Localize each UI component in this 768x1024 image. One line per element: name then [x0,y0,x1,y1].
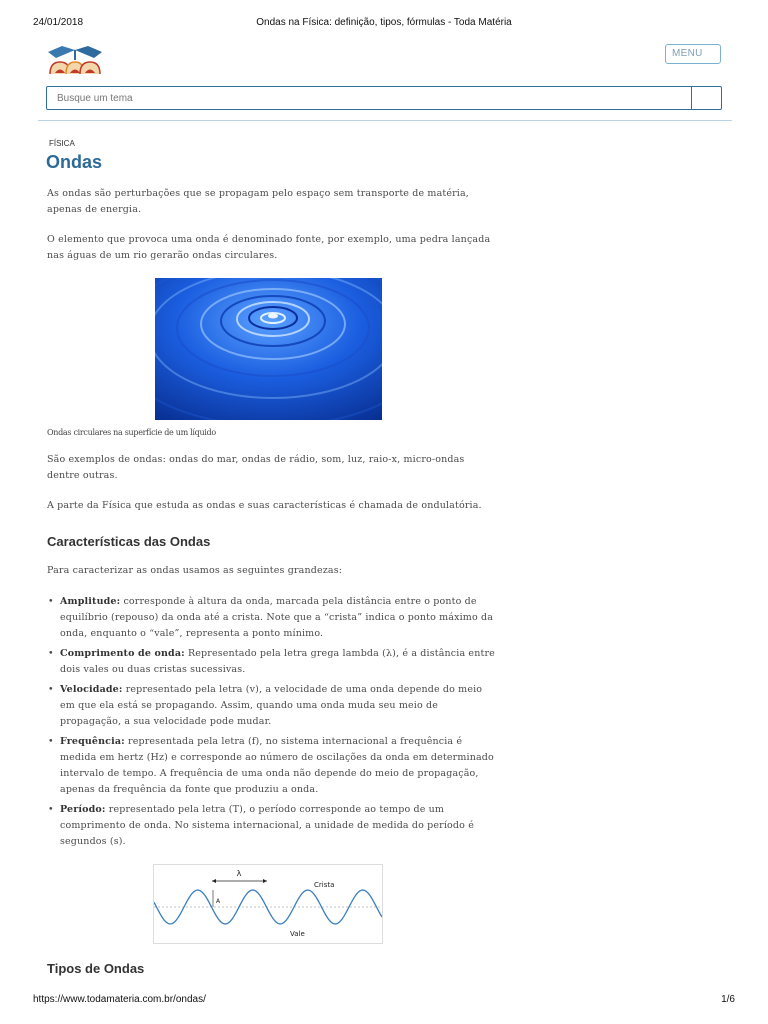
header-divider [38,120,732,121]
wave-properties-list [47,594,497,854]
logo-book-icon [46,44,104,76]
print-header [0,17,768,31]
section-heading-characteristics: Características das Ondas [47,534,211,549]
site-logo[interactable] [46,44,104,76]
property-text: Representado pela letra grega lambda (λ), é a distância entre dois vales ou duas cristas sucessivas. [60,648,495,675]
list-item: • Período: representado pela letra (T), o período corresponde ao tempo de um comprimento de onda. No sistema internacional, a unidade de medida do período é segundos (s). [48,804,474,847]
property-text: representado pela letra (v), a velocidade de uma onda depende do meio em que ela está se propagando. Assim, quando uma onda muda seu meio de propagação, a sua velocidade pode mudar. [60,684,483,727]
print-page-number: 1/6 [721,994,735,1005]
list-item: • Frequência: representada pela letra (f), no sistema internacional a frequência é medida em hertz (Hz) e corresponde ao número de oscilações da onda em determinado intervalo de tempo. A frequência de uma onda não depende do meio de propagação, apenas da frequência da fonte que produziu a onda. [48,736,494,795]
print-url: https://www.todamateria.com.br/ondas/ [33,994,206,1005]
section-heading-types: Tipos de Ondas [47,961,145,976]
lambda-label: λ [236,869,242,878]
menu-button[interactable]: MENU [665,44,721,64]
paragraph-source: O elemento que provoca uma onda é denominado fonte, por exemplo, uma pedra lançada nas águas de um rio gerarão ondas circulares. [47,234,491,261]
list-item: • Amplitude: corresponde à altura da onda, marcada pela distância entre o ponto de equilíbrio (repouso) da onda até a crista. Note que a “crista” indica o ponto máximo da onda, enquanto o “vale”, representa a ponto mínimo. [48,596,494,639]
circular-waves-image [155,278,382,420]
image-caption: Ondas circulares na superfície de um líquido [47,428,216,437]
print-title: Ondas na Física: definição, tipos, fórmulas - Toda Matéria [256,17,512,28]
search-input[interactable] [47,87,691,109]
crest-label: Crista [314,881,335,889]
paragraph-characteristics-intro: Para caracterizar as ondas usamos as seguintes grandezas: [47,565,343,576]
property-term: Velocidade: [60,684,123,695]
paragraph-intro: As ondas são perturbações que se propagam pelo espaço sem transporte de matéria, apenas de energia. [47,188,469,215]
print-date: 24/01/2018 [33,17,84,28]
search-bar [46,86,722,110]
search-button[interactable] [691,87,721,109]
paragraph-ondulatoria: A parte da Física que estuda as ondas e suas características é chamada de ondulatória. [47,500,482,511]
property-term: Frequência: [60,736,125,747]
trough-label: Vale [290,930,305,938]
property-text: corresponde à altura da onda, marcada pela distância entre o ponto de equilíbrio (repouso) da onda até a crista. Note que a “crista” indica o ponto máximo da onda, enquanto o “vale”, representa a ponto mínimo. [60,596,494,639]
list-item: • Velocidade: representado pela letra (v), a velocidade de uma onda depende do meio em que ela está se propagando. Assim, quando uma onda muda seu meio de propagação, a sua velocidade pode mudar. [48,684,483,727]
category-breadcrumb[interactable]: FÍSICA [49,139,75,148]
property-term: Comprimento de onda: [60,648,185,659]
print-footer [0,994,768,1008]
page-title: Ondas [46,152,103,172]
property-text: representado pela letra (T), o período corresponde ao tempo de um comprimento de onda. No sistema internacional, a unidade de medida do período é segundos (s). [60,804,474,847]
property-term: Período: [60,804,106,815]
amplitude-label: A [216,898,221,905]
list-item: • Comprimento de onda: Representado pela letra grega lambda (λ), é a distância entre dois vales ou duas cristas sucessivas. [48,648,495,675]
property-term: Amplitude: [60,596,121,607]
property-text: representada pela letra (f), no sistema internacional a frequência é medida em hertz (Hz) e corresponde ao número de oscilações da onda em determinado intervalo de tempo. A frequência de uma onda não depende do meio de propagação, apenas da frequência da fonte que produziu a onda. [60,736,494,795]
paragraph-examples: São exemplos de ondas: ondas do mar, ondas de rádio, som, luz, raio-x, micro-ondas dentre outras. [47,454,465,481]
wave-diagram [153,864,383,944]
